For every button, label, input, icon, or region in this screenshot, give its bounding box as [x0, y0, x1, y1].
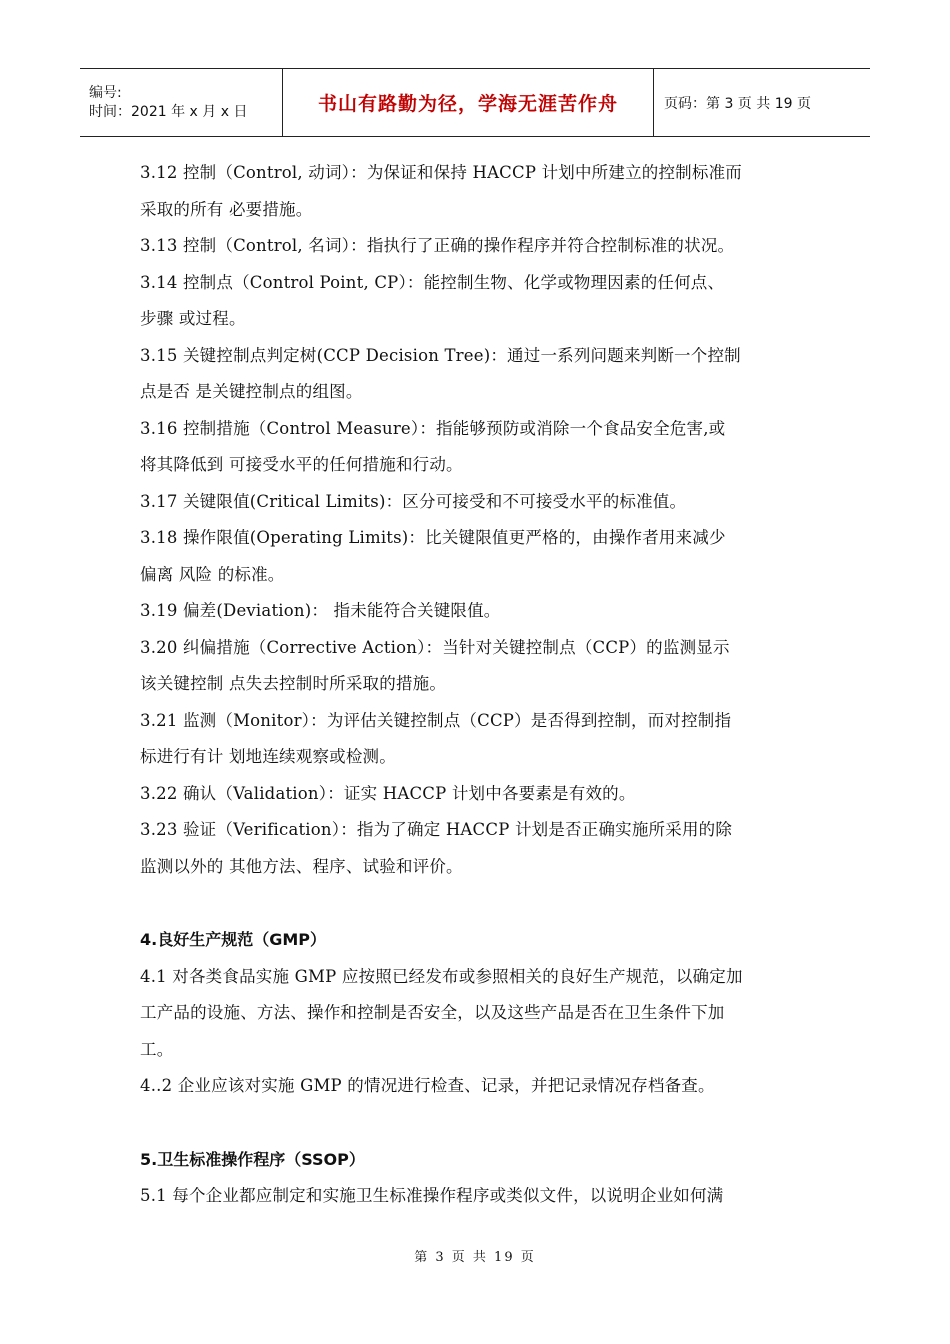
text-line: 3.22 确认（Validation）：证实 HACCP 计划中各要素是有效的。	[140, 783, 636, 803]
text-line: 3.18 操作限值(Operating Limits)：比关键限值更严格的，由操作者用来减少	[140, 528, 726, 547]
header-motto: 书山有路勤为径，学海无涯苦作舟	[283, 69, 654, 137]
text-line: 标进行有计 划地连续观察或检测。	[140, 747, 396, 766]
text-line: 工。	[140, 1039, 174, 1059]
section-gap	[140, 885, 820, 922]
number-label: 编号:	[89, 84, 122, 101]
text-line: 3.21 监测（Monitor）：为评估关键控制点（CCP）是否得到控制，而对控制指	[140, 710, 732, 730]
text-line: 3.20 纠偏措施（Corrective Action）：当针对关键控制点（CCP）的监测显示	[140, 637, 730, 657]
section-heading: 5.卫生标准操作程序（SSOP）	[140, 1149, 365, 1169]
time-label: 时间：2021 年 x 月 x 日	[89, 103, 248, 120]
definitions-section	[140, 155, 820, 885]
text-line: 工产品的设施、方法、操作和控制是否安全，以及这些产品是否在卫生条件下加	[140, 1003, 725, 1022]
section-heading: 4.良好生产规范（GMP）	[140, 930, 326, 949]
gmp-section	[140, 922, 820, 1105]
page-footer: 第 3 页 共 19 页	[414, 1250, 536, 1265]
text-line: 4.1 对各类食品实施 GMP 应按照已经发布或参照相关的良好生产规范，以确定加	[140, 966, 743, 986]
text-line: 偏离 风险 的标准。	[140, 564, 285, 584]
text-line: 3.15 关键控制点判定树(CCP Decision Tree)：通过一系列问题来判断一个控制	[140, 345, 741, 365]
section-gap	[140, 1105, 820, 1142]
text-line: 3.17 关键限值(Critical Limits)：区分可接受和不可接受水平的标准值。	[140, 491, 687, 511]
text-line: 步骤 或过程。	[140, 309, 246, 328]
document-body	[140, 155, 820, 1215]
ssop-section	[140, 1142, 820, 1215]
page-header	[80, 68, 870, 137]
header-page-code: 页码：第 3 页 共 19 页	[654, 69, 871, 137]
text-line: 监测以外的 其他方法、程序、试验和评价。	[140, 856, 463, 876]
text-line: 3.13 控制（Control, 名词）：指执行了正确的操作程序并符合控制标准的状况。	[140, 236, 735, 255]
text-line: 3.23 验证（Verification）：指为了确定 HACCP 计划是否正确实施所采用的除	[140, 820, 733, 839]
text-line: 5.1 每个企业都应制定和实施卫生标准操作程序或类似文件，以说明企业如何满	[140, 1186, 724, 1205]
text-line: 将其降低到 可接受水平的任何措施和行动。	[140, 455, 463, 474]
text-line: 该关键控制 点失去控制时所采取的措施。	[140, 674, 447, 693]
text-line: 点是否 是关键控制点的组图。	[140, 382, 363, 401]
text-line: 采取的所有 必要措施。	[140, 199, 313, 219]
text-line: 4..2 企业应该对实施 GMP 的情况进行检查、记录，并把记录情况存档备查。	[140, 1076, 715, 1095]
text-line: 3.12 控制（Control, 动词）：为保证和保持 HACCP 计划中所建立的控制标准而	[140, 163, 742, 182]
header-meta	[80, 69, 283, 137]
text-line: 3.14 控制点（Control Point, CP）：能控制生物、化学或物理因素的任何点、	[140, 272, 725, 292]
text-line: 3.16 控制措施（Control Measure）：指能够预防或消除一个食品安全危害,或	[140, 418, 726, 438]
text-line: 3.19 偏差(Deviation)： 指未能符合关键限值。	[140, 601, 501, 620]
